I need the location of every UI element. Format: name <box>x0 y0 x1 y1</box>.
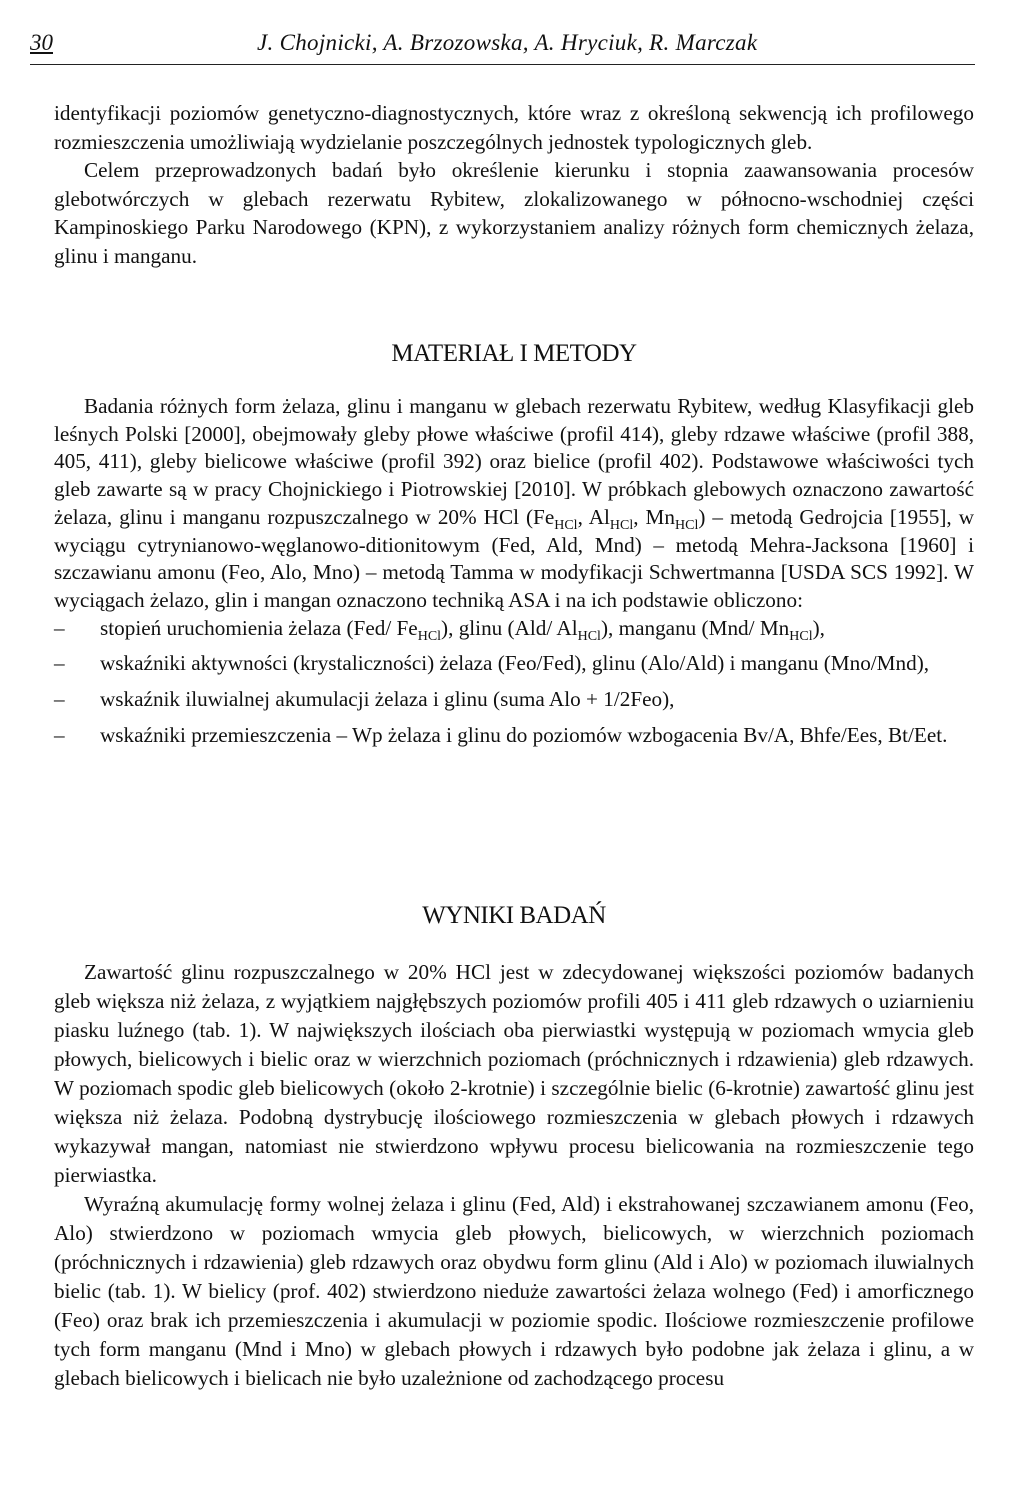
list-item: – wskaźniki aktywności (krystaliczności) żelaza (Feo/Fed), glinu (Alo/Ald) i manganu (Mno/Mnd), <box>54 651 930 676</box>
methods-paragraph: Badania różnych form żelaza, glinu i manganu w glebach rezerwatu Rybitew, według Klasyfikacji gleb leśnych Polski [2000], obejmowały gleby płowe właściwe (profil 414), gleby rdzawe właściwe (profil 388, 405, 411), gleby bielicowe właściwe (profil 392) oraz bielice (profil 402). Podstawowe właściwości tych gleb zawarte są w pracy Chojnickiego i Piotrowskiej [2010]. W próbkach glebowych oznaczono zawartość żelaza, glinu i manganu rozpuszczalnego w 20% HCl ($Fe_{HCl}$, $Al_{HCl}$, $Mn_{HCl}$) – metodą Gedrojcia [1955], w wyciągu cytrynianowo-węglanowo-ditionitowym (Fed, Ald, Mnd) – metodą Mehra-Jacksona [1960] i szczawianu amonu (Feo, Alo, Mno) – metodą Tamma w modyfikacji Schwertmanna [USDA SCS 1992]. W wyciągach żelazo, glin i mangan oznaczono techniką ASA i na ich podstawie obliczono: <box>54 394 974 612</box>
results-section <box>54 958 974 1393</box>
list-item: – stopień uruchomienia żelaza (Fed/ $Fe_{HCl}$), glinu (Ald/ $Al_{HCl}$), manganu (Mnd/ $Mn_{HCl}$), <box>54 615 825 644</box>
list-item: – wskaźniki przemieszczenia – Wp żelaza i glinu do poziomów wzbogacenia Bv/A, Bhfe/Ees, Bt/Eet. <box>54 722 948 747</box>
intro-paragraph-2: Celem przeprowadzonych badań było określenie kierunku i stopnia zaawansowania procesów glebotwórczych w glebach rezerwatu Rybitew, zlokalizowanego w północno-wschodniej części Kampinoskiego Parku Narodowego (KPN), z wykorzystaniem analizy różnych form chemicznych żelaza, glinu i manganu. <box>54 158 974 268</box>
running-head-authors: J. Chojnicki, A. Brzozowska, A. Hryciuk, R. Marczak <box>257 30 758 55</box>
intro-paragraph-1: identyfikacji poziomów genetyczno-diagnostycznych, które wraz z określoną sekwencją ich profilowego rozmieszczenia umożliwiają wydzielanie poszczególnych jednostek typologicznych gleb. <box>54 101 974 154</box>
intro-section <box>54 99 974 271</box>
methods-section <box>54 393 974 757</box>
running-header <box>30 30 975 65</box>
list-item: – wskaźnik iluwialnej akumulacji żelaza i glinu (suma Alo + 1/2Feo), <box>54 687 675 712</box>
page-number: 30 <box>30 30 53 55</box>
section-title-methods: MATERIAŁ I METODY <box>391 340 637 367</box>
section-title-results: WYNIKI BADAŃ <box>422 902 606 929</box>
results-paragraph-1: Zawartość glinu rozpuszczalnego w 20% HCl jest w zdecydowanej większości poziomów badanych gleb większa niż żelaza, z wyjątkiem najgłębszych poziomów profili 405 i 411 gleb rdzawych o uziarnieniu piasku luźnego (tab. 1). W największych ilościach oba pierwiastki występują w poziomach wmycia gleb płowych, bielicowych i bielic oraz w wierzchnich poziomach (próchnicznych i rdzawienia) gleb rdzawych. W poziomach spodic gleb bielicowych (około 2-krotnie) i szczególnie bielic (6-krotnie) zawartość glinu jest większa niż żelaza. Podobną dystrybucję ilościowego rozmieszczenia w glebach płowych i rdzawych wykazywał mangan, natomiast nie stwierdzono wpływu procesu bielicowania na rozmieszczenie tego pierwiastka. <box>54 960 974 1187</box>
indices-list <box>54 615 974 750</box>
results-paragraph-2: Wyraźną akumulację formy wolnej żelaza i glinu (Fed, Ald) i ekstrahowanej szczawianem amonu (Feo, Alo) stwierdzono w poziomach wmycia gleb płowych, bielicowych, w wierzchnich poziomach (próchnicznych i rdzawienia) gleb rdzawych oraz obydwu form glinu (Ald i Alo) w poziomach iluwialnych bielic (tab. 1). W bielicy (prof. 402) stwierdzono nieduże zawartości żelaza wolnego (Fed) i amorficznego (Feo) oraz brak ich przemieszczenia i akumulacji w poziomie spodic. Ilościowe rozmieszczenie profilowe tych form manganu (Mnd i Mno) w glebach płowych i rdzawych było podobne jak żelaza i glinu, a w glebach bielicowych i bielicach nie było uzależnione od zachodzącego procesu <box>54 1192 974 1390</box>
